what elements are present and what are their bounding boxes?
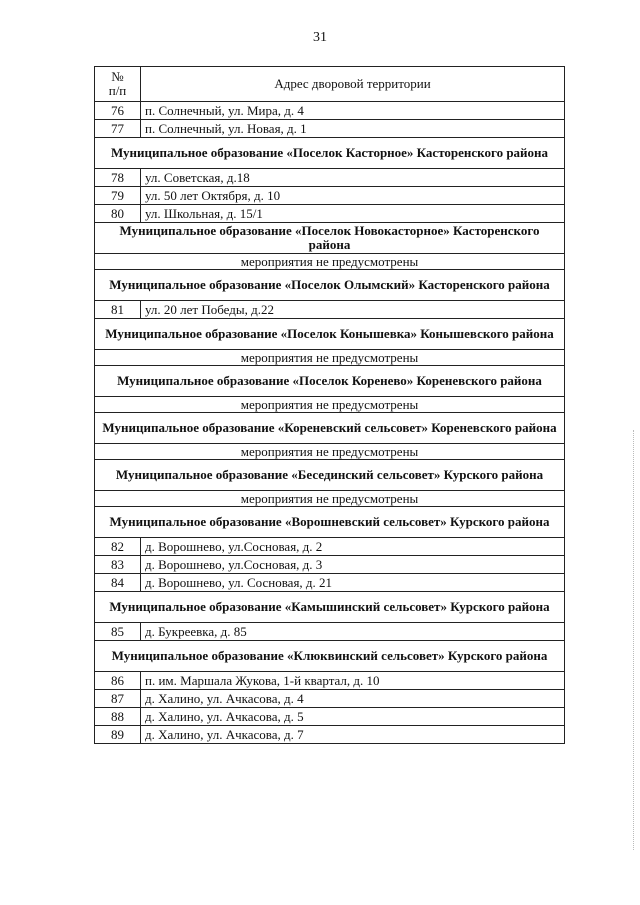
table-row	[95, 538, 565, 556]
table-row	[95, 672, 565, 690]
row-address: д. Букреевка, д. 85	[141, 623, 565, 641]
row-number: 81	[95, 301, 141, 319]
row-number: 77	[95, 120, 141, 138]
row-address: ул. 20 лет Победы, д.22	[141, 301, 565, 319]
header-number: № п/п	[95, 67, 141, 102]
group-heading-row	[95, 270, 565, 301]
municipality-heading: Муниципальное образование «Поселок Конышевка» Конышевского района	[95, 319, 565, 350]
table-row	[95, 169, 565, 187]
row-number: 85	[95, 623, 141, 641]
municipality-heading: Муниципальное образование «Поселок Новокасторное» Касторенского района	[95, 223, 565, 254]
municipality-heading: Муниципальное образование «Клюквинский сельсовет» Курского района	[95, 641, 565, 672]
table-row	[95, 120, 565, 138]
row-address: д. Ворошнево, ул.Сосновая, д. 3	[141, 556, 565, 574]
row-number: 89	[95, 726, 141, 744]
table-row	[95, 574, 565, 592]
group-heading-row	[95, 223, 565, 254]
municipality-heading: Муниципальное образование «Поселок Олымский» Касторенского района	[95, 270, 565, 301]
table-row	[95, 205, 565, 223]
note-row	[95, 350, 565, 366]
row-address: д. Халино, ул. Ачкасова, д. 5	[141, 708, 565, 726]
row-address: ул. 50 лет Октября, д. 10	[141, 187, 565, 205]
municipality-heading: Муниципальное образование «Ворошневский сельсовет» Курского района	[95, 507, 565, 538]
row-address: ул. Советская, д.18	[141, 169, 565, 187]
group-heading-row	[95, 507, 565, 538]
municipality-heading: Муниципальное образование «Бесединский сельсовет» Курского района	[95, 460, 565, 491]
table-body	[95, 102, 565, 744]
note-row	[95, 254, 565, 270]
table-header-row	[95, 67, 565, 102]
table-row	[95, 102, 565, 120]
row-address: п. Солнечный, ул. Новая, д. 1	[141, 120, 565, 138]
table-row	[95, 301, 565, 319]
group-heading-row	[95, 319, 565, 350]
row-address: ул. Школьная, д. 15/1	[141, 205, 565, 223]
no-measures-note: мероприятия не предусмотрены	[95, 444, 565, 460]
row-number: 88	[95, 708, 141, 726]
note-row	[95, 397, 565, 413]
row-number: 87	[95, 690, 141, 708]
no-measures-note: мероприятия не предусмотрены	[95, 491, 565, 507]
row-address: д. Халино, ул. Ачкасова, д. 4	[141, 690, 565, 708]
note-row	[95, 491, 565, 507]
row-number: 80	[95, 205, 141, 223]
group-heading-row	[95, 138, 565, 169]
municipality-heading: Муниципальное образование «Поселок Коренево» Кореневского района	[95, 366, 565, 397]
group-heading-row	[95, 413, 565, 444]
municipality-heading: Муниципальное образование «Кореневский сельсовет» Кореневского района	[95, 413, 565, 444]
table-row	[95, 556, 565, 574]
no-measures-note: мероприятия не предусмотрены	[95, 350, 565, 366]
municipality-heading: Муниципальное образование «Поселок Касторное» Касторенского района	[95, 138, 565, 169]
address-table	[94, 66, 565, 744]
group-heading-row	[95, 366, 565, 397]
row-address: д. Ворошнево, ул.Сосновая, д. 2	[141, 538, 565, 556]
row-number: 84	[95, 574, 141, 592]
group-heading-row	[95, 592, 565, 623]
row-number: 76	[95, 102, 141, 120]
row-number: 86	[95, 672, 141, 690]
table-row	[95, 623, 565, 641]
table-row	[95, 187, 565, 205]
row-number: 79	[95, 187, 141, 205]
group-heading-row	[95, 641, 565, 672]
table-row	[95, 708, 565, 726]
no-measures-note: мероприятия не предусмотрены	[95, 397, 565, 413]
group-heading-row	[95, 460, 565, 491]
municipality-heading: Муниципальное образование «Камышинский сельсовет» Курского района	[95, 592, 565, 623]
row-address: п. им. Маршала Жукова, 1-й квартал, д. 10	[141, 672, 565, 690]
note-row	[95, 444, 565, 460]
row-address: д. Халино, ул. Ачкасова, д. 7	[141, 726, 565, 744]
row-number: 83	[95, 556, 141, 574]
no-measures-note: мероприятия не предусмотрены	[95, 254, 565, 270]
table-row	[95, 726, 565, 744]
scan-artifact	[632, 430, 634, 850]
header-address: Адрес дворовой территории	[141, 67, 565, 102]
row-address: п. Солнечный, ул. Мира, д. 4	[141, 102, 565, 120]
row-number: 82	[95, 538, 141, 556]
table-row	[95, 690, 565, 708]
row-number: 78	[95, 169, 141, 187]
page-number: 31	[313, 30, 327, 45]
row-address: д. Ворошнево, ул. Сосновая, д. 21	[141, 574, 565, 592]
